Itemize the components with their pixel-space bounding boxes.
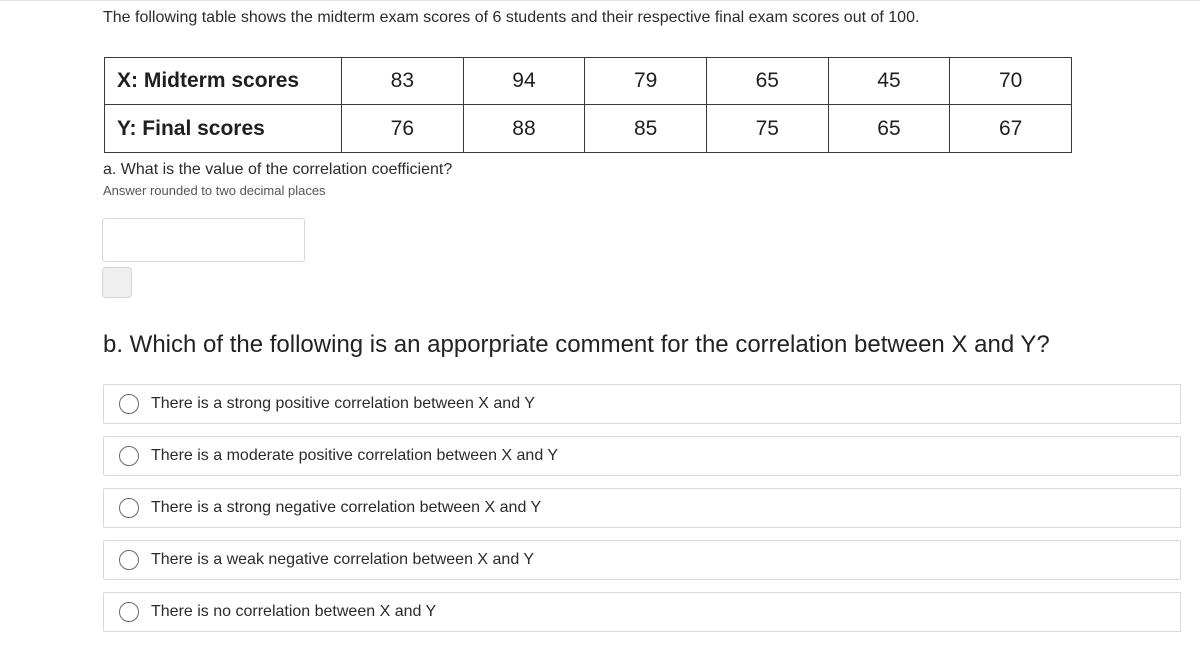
submit-check-button[interactable] — [102, 267, 132, 298]
table-cell: 88 — [463, 105, 585, 153]
table-cell: 45 — [828, 58, 950, 105]
table-cell: 65 — [706, 58, 828, 105]
radio-button[interactable] — [119, 394, 139, 414]
option-label: There is a moderate positive correlation between X and Y — [151, 447, 559, 464]
row-header-midterm: X: Midterm scores — [105, 58, 342, 105]
intro-text: The following table shows the midterm exam scores of 6 students and their respective final exam scores out of 100. — [103, 9, 920, 26]
option-moderate-positive[interactable] — [103, 436, 1181, 476]
option-strong-positive[interactable] — [103, 384, 1181, 424]
table-row-final — [105, 105, 1072, 153]
correlation-answer-input[interactable] — [102, 218, 305, 262]
table-cell: 79 — [585, 58, 707, 105]
option-label: There is a weak negative correlation between X and Y — [151, 551, 535, 568]
option-label: There is a strong negative correlation between X and Y — [151, 499, 542, 516]
top-divider — [0, 0, 1200, 1]
table-cell: 94 — [463, 58, 585, 105]
question-b-text: b. Which of the following is an apporpriate comment for the correlation between X and Y? — [103, 331, 1050, 358]
table-row-midterm — [105, 58, 1072, 105]
option-weak-negative[interactable] — [103, 540, 1181, 580]
radio-button[interactable] — [119, 550, 139, 570]
table-cell: 76 — [342, 105, 464, 153]
table-cell: 67 — [950, 105, 1072, 153]
table-cell: 70 — [950, 58, 1072, 105]
table-cell: 75 — [706, 105, 828, 153]
table-cell: 83 — [342, 58, 464, 105]
option-label: There is no correlation between X and Y — [151, 603, 437, 620]
question-a-hint: Answer rounded to two decimal places — [103, 183, 326, 198]
question-a-text: a. What is the value of the correlation coefficient? — [103, 161, 453, 178]
option-label: There is a strong positive correlation between X and Y — [151, 395, 535, 412]
row-header-final: Y: Final scores — [105, 105, 342, 153]
option-strong-negative[interactable] — [103, 488, 1181, 528]
table-cell: 65 — [828, 105, 950, 153]
radio-button[interactable] — [119, 446, 139, 466]
radio-button[interactable] — [119, 498, 139, 518]
radio-button[interactable] — [119, 602, 139, 622]
scores-table — [104, 57, 1072, 153]
table-cell: 85 — [585, 105, 707, 153]
option-no-correlation[interactable] — [103, 592, 1181, 632]
